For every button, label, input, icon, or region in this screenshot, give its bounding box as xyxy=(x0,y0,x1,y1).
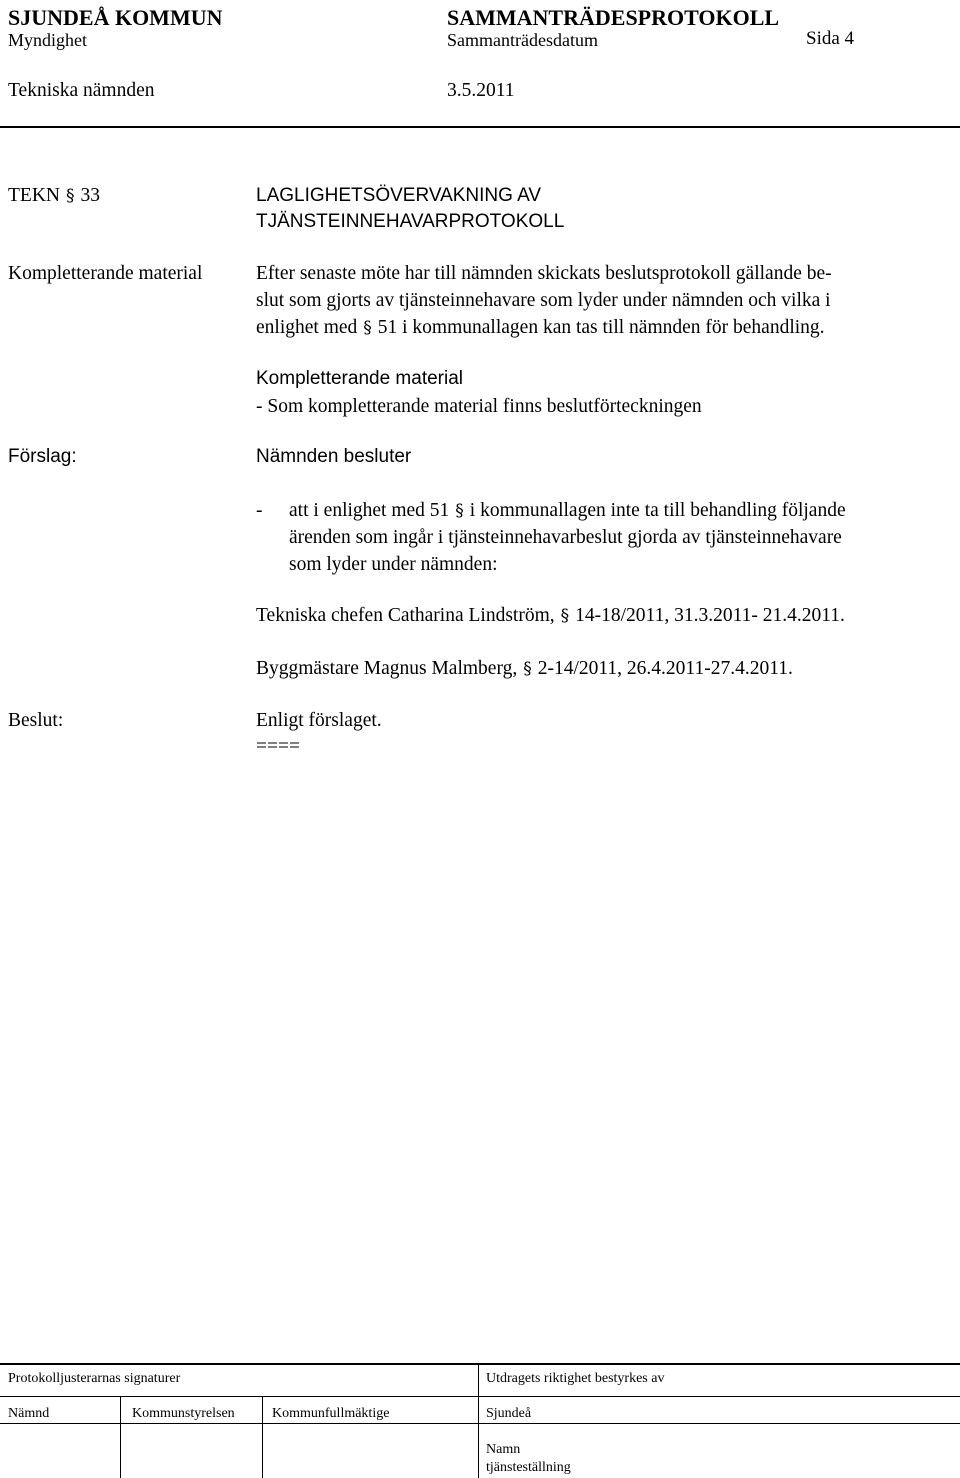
proposal-heading: Nämnden besluter xyxy=(256,446,412,467)
item-1-person: Tekniska chefen Catharina Lindström, xyxy=(256,605,555,626)
meeting-date: 3.5.2011 xyxy=(447,80,515,101)
footer-col-divider-2 xyxy=(262,1396,263,1478)
item-1-range: 14-18/2011, 31.3.2011- 21.4.2011. xyxy=(575,605,845,626)
proposal-line-1-start: att i enlighet med 51 xyxy=(289,500,450,521)
item-2-range: 2-14/2011, 26.4.2011-27.4.2011. xyxy=(537,658,793,679)
case-prefix: TEKN xyxy=(8,185,60,206)
section-sign: § xyxy=(363,318,372,338)
case-title-line2: TJÄNSTEINNEHAVARPROTOKOLL xyxy=(256,211,565,232)
intro-line-2: slut som gjorts av tjänsteinnehavare som lyder under nämnden och vilka i xyxy=(256,290,831,311)
material-item: - Som kompletterande material finns beslutförteckningen xyxy=(256,396,702,417)
proposal-line-1 xyxy=(289,498,846,524)
footer-col-divider-1 xyxy=(120,1396,121,1478)
end-mark: ==== xyxy=(256,736,300,757)
case-number xyxy=(8,183,100,209)
footer-position-label: tjänsteställning xyxy=(486,1460,571,1475)
document-type: SAMMANTRÄDESPROTOKOLL xyxy=(447,5,780,30)
footer-row-rule-1 xyxy=(0,1396,960,1397)
decision-label: Beslut: xyxy=(8,710,64,731)
intro-line-3-end: 51 i kommunallagen kan tas till nämnden för behandling. xyxy=(377,317,825,338)
section-sign: § xyxy=(523,659,532,679)
authority-label: Myndighet xyxy=(8,30,87,50)
municipality-name: SJUNDEÅ KOMMUN xyxy=(8,5,223,30)
section-sign: § xyxy=(455,501,464,521)
footer-name-label: Namn xyxy=(486,1442,521,1457)
material-heading: Kompletterande material xyxy=(256,368,463,389)
decision-item-1 xyxy=(256,603,845,629)
proposal-line-2: ärenden som ingår i tjänsteinnehavarbeslut gjorda av tjänsteinnehavare xyxy=(289,527,842,548)
page-indicator xyxy=(806,28,854,50)
page-label: Sida xyxy=(806,28,840,49)
case-title-line1: LAGLIGHETSÖVERVAKNING AV xyxy=(256,185,542,206)
footer-col-kommunfullmaktige: Kommunfullmäktige xyxy=(272,1406,390,1421)
item-2-person: Byggmästare Magnus Malmberg, xyxy=(256,658,518,679)
intro-line-1: Efter senaste möte har till nämnden skickats beslutsprotokoll gällande be- xyxy=(256,263,832,284)
footer-top-rule xyxy=(0,1363,960,1365)
section-sign: § xyxy=(560,606,570,626)
proposal-line-1-end: i kommunallagen inte ta till behandling följande xyxy=(469,500,846,521)
proposal-line-3: som lyder under nämnden: xyxy=(289,554,498,575)
decision-item-2 xyxy=(256,656,793,682)
footer-col-namnd: Nämnd xyxy=(8,1406,50,1421)
intro-line-3-start: enlighet med xyxy=(256,317,358,338)
page-number: 4 xyxy=(844,28,855,49)
footer-center-divider xyxy=(478,1363,479,1478)
header-divider xyxy=(0,126,960,128)
intro-line-3 xyxy=(256,315,825,341)
signatures-label: Protokolljusterarnas signaturer xyxy=(8,1371,181,1386)
case-number-value: 33 xyxy=(80,185,100,206)
footer-place: Sjundeå xyxy=(486,1406,532,1421)
footer-col-kommunstyrelsen: Kommunstyrelsen xyxy=(132,1406,235,1421)
proposal-label: Förslag: xyxy=(8,446,77,467)
authority-name: Tekniska nämnden xyxy=(8,80,155,101)
footer-row-rule-2 xyxy=(0,1423,960,1424)
decision-text: Enligt förslaget. xyxy=(256,710,382,731)
verified-label: Utdragets riktighet bestyrkes av xyxy=(486,1371,665,1386)
proposal-dash: - xyxy=(256,500,263,521)
material-label: Kompletterande material xyxy=(8,263,203,284)
section-sign: § xyxy=(66,186,75,206)
meeting-date-label: Sammanträdesdatum xyxy=(447,30,598,50)
